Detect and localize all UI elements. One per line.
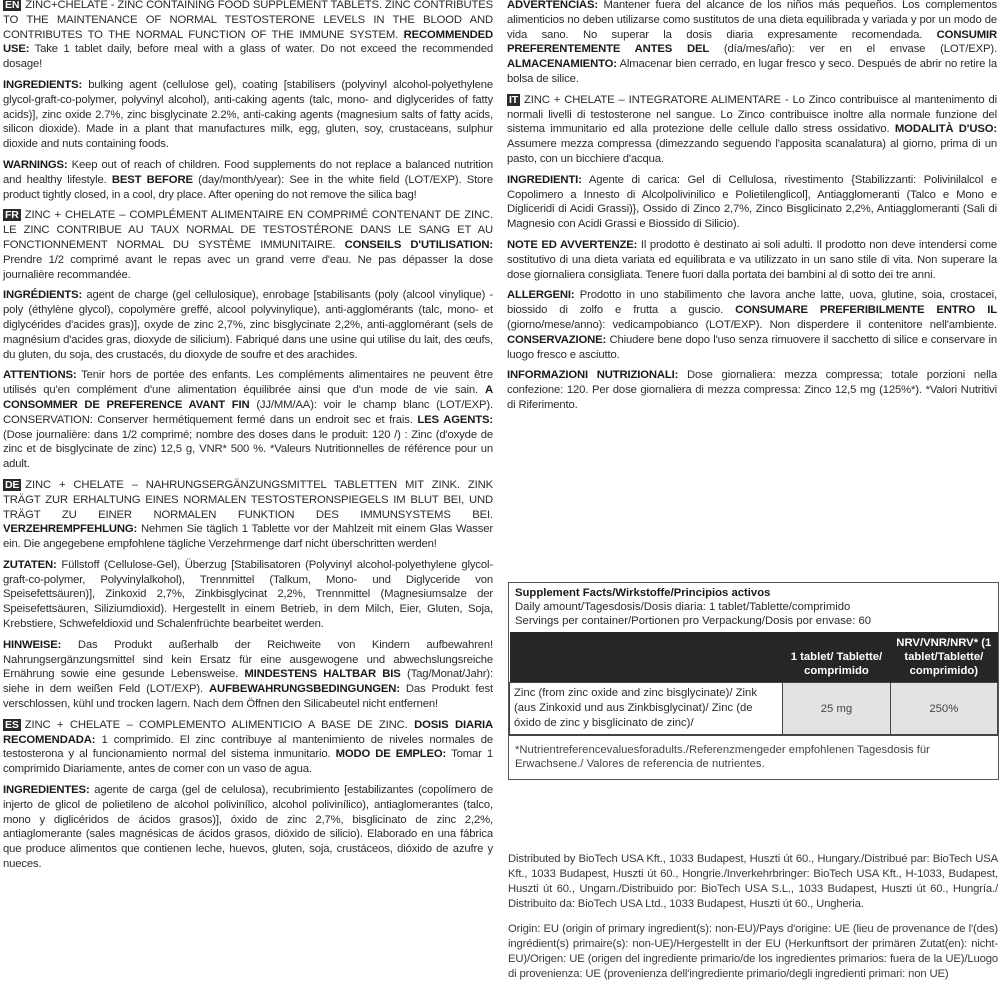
- en-use-text: Take 1 tablet daily, before meal with a glass of water. Do not exceed the recommended dosage!: [3, 43, 493, 71]
- fr-section: [3, 208, 493, 282]
- es-warnings: [507, 0, 997, 87]
- es-use-text: Tomar 1 comprimido Diariamente, antes de comer con un vaso de agua.: [3, 748, 493, 776]
- it-nutrition: [507, 368, 997, 412]
- it-allergens: [507, 288, 997, 362]
- es-warnings-label: ADVERTENCIAS:: [507, 0, 598, 11]
- it-flag: IT: [509, 93, 519, 106]
- supplement-facts-header: [509, 583, 998, 632]
- fr-agents-label: LES AGENTS:: [417, 413, 493, 426]
- it-storage-label: CONSERVAZIONE:: [507, 333, 607, 346]
- nutrient-name: Zinc (from zinc oxide and zinc bisglycinate)/ Zink (aus Zinkoxid und aus Zinkbisglycinat)/ Zinc (de óxido de zinc y bisglicinato de zinc)/: [510, 683, 783, 735]
- de-use-text: Nehmen Sie täglich 1 Tablette vor der Mahlzeit mit einem Glas Wasser ein. Die angegebene empfohlene tägliche Verzehrmenge darf nicht überschritten werden!: [3, 523, 493, 551]
- fr-warnings-text: Tenir hors de portée des enfants. Les compléments alimentaires ne peuvent être utilisés qu'en complément d'une alimentation équilibrée ainsi que d'un mode de vie sain.: [3, 369, 493, 397]
- table-row: [510, 683, 998, 735]
- en-use-label: RECOMMENDED USE:: [3, 28, 493, 56]
- de-ingredients: [3, 558, 493, 632]
- fr-warnings: [3, 368, 493, 472]
- it-notes-text: Il prodotto è destinato ai soli adulti. Il prodotto non deve intendersi come sostitutivo di una dieta variata ed equilibrata e va utilizzato in un sano stile di vita. Non superare la dose giornaliera consigliata. Tenere fuori dalla portata dei bambini al di sotto dei tre anni.: [507, 238, 997, 281]
- table-header-row: [510, 632, 998, 683]
- it-best-before-label: CONSUMARE PREFERIBILMENTE ENTRO IL: [735, 304, 997, 317]
- en-warnings-text: Keep out of reach of children. Food supplements do not replace a balanced nutrition and healthy lifestyle.: [3, 158, 493, 186]
- it-notes-label: NOTE ED AVVERTENZE:: [507, 238, 638, 251]
- it-ingredients-label: INGREDIENTI:: [507, 173, 582, 186]
- es-ingredients-text: agente de carga (gel de celulosa), recubrimiento [estabilizantes (copolímero de injerto de glicol de polietileno de alcohol polivinílico, alcohol polivinílico), antiaglomerantes (talco, mono y diglicéridos de ácidos grasos)], óxido de zinc 2,7%, bisglicinato de zinc 2,2%, antiaglomerante (sales magnésicas de ácidos grasos, dióxido de silicio). Elaborado en una fábrica que produce alimentos que contienen leche, huevos, gluten, soja, crustáceos, dióxido de azufre y nueces.: [3, 784, 493, 871]
- it-section: [507, 93, 997, 167]
- es-flag: ES: [5, 718, 19, 731]
- it-storage-text: Chiudere bene dopo l'uso senza rimuovere il sacchetto di silice e conservare in luogo fresco e asciutto.: [507, 333, 998, 361]
- de-intro: ZINC + CHELATE – NAHRUNGSERGÄNZUNGSMITTEL TABLETTEN MIT ZINK. ZINK TRÄGT ZUR ERHALTUNG EINES NORMALEN TESTOSTERONSPIEGELS IM BLUT BEI, UND TRÄGT ZU EINER NORMALEN FUNKTION DES IMMUNSYSTEMS BEI.: [3, 478, 493, 521]
- origin-text: Origin: EU (origin of primary ingredient(s): non-EU)/Pays d'origine: UE (lieu de provenance de l'(des) ingrédient(s) primaire(s): non-UE)/Hergestellt in der EU (Herkunftsort der primären Zutat(en): nicht-EU)/Origen: UE (origen del ingrediente primario/de los ingredientes primarios: fuera de la UE)/Luogo di provenienza: UE (provenienza dell'ingrediente primario/degli ingredienti primari: non UE): [508, 923, 998, 980]
- de-flag: DE: [5, 478, 20, 491]
- es-best-before-text: (día/mes/año): ver en el envase (LOT/EXP).: [723, 43, 997, 56]
- supplement-facts-box: [508, 582, 999, 780]
- table-header-nrv: NRV/VNR/NRV* (1 tablet/Tablette/ comprimido): [890, 632, 997, 683]
- nutrient-amount: 25 mg: [783, 683, 890, 735]
- en-best-before-label: BEST BEFORE: [111, 173, 193, 186]
- es-intro: ZINC + CHELATE – COMPLEMENTO ALIMENTICIO A BASE DE ZINC.: [24, 718, 408, 731]
- it-ingredients: [507, 173, 997, 232]
- de-ingredients-text: Füllstoff (Cellulose-Gel), Überzug [Stabilisatoren (Polyvinyl alcohol-polyethylene glycol-graft-co-polymer, Polyvinylalkohol), Trennmittel (Talkum, Mono- und Diglyceride von Speisefettsäuren)], Zinkoxid 2,7%, Zinkbisglycinat 2,2%, Trennmittel (Magnesiumsalze der Speisefettsäuren, Siliziumdioxid). Hergestellt in einem Betrieb, in dem Milch, Eier, Gluten, Soja, Krebstiere, Schwefeldioxid und Schalenfrüchte bearbeitet werden.: [3, 558, 493, 631]
- left-column: [3, 0, 493, 878]
- es-warnings-text: Mantener fuera del alcance de los niños más pequeños. Los complementos alimenticios no deben utilizarse como sustitutos de una dieta equilibrada y variada y por un modo de vida sano. No superar la dosis diaria expresamente recomendada.: [507, 0, 997, 41]
- de-warnings-text: Das Produkt außerhalb der Reichweite von Kindern aufbewahren! Nahrungsergänzungsmittel sind kein Ersatz für eine ausgewogene und abwechslungsreiche Ernährung sowie eine gesunde Lebensweise.: [3, 638, 493, 681]
- fr-flag: FR: [5, 209, 19, 222]
- supplement-facts-footnote: *Nutrientreferencevaluesforadults./Referenzmengeder empfohlenen Tagesdosis für Erwachsene./ Valores de referencia de nutrientes.: [509, 735, 998, 779]
- de-storage-text: Das Produkt fest verschlossen, kühl und trocken lagern. Nach dem Öffnen den Silicabeutel nicht entfernen!: [3, 683, 493, 711]
- en-ingredients-text: bulking agent (cellulose gel), coating [stabilisers (polyvinyl alcohol-polyethylene glycol-graft-co-polymer, polyvinyl alcohol), anti-caking agents (talc, mono- and diglycerides of fatty acids)], zinc oxide 2.7%, zinc bisglycinate 2.2%, anti-caking agents (magnesium salts of fatty acids, silicon dioxide). Made in a plant that manufactures milk, egg, gluten, soy, crustaceans, sulphur dioxide and nuts containing foods.: [3, 78, 493, 151]
- it-best-before-text: (giorno/mese/anno): vedicampobianco (LOT/EXP). Non disperdere il contenitore nell'ambiente.: [507, 318, 997, 331]
- en-ingredients: [3, 78, 493, 152]
- table-header-amount: 1 tablet/ Tablette/ comprimido: [783, 632, 890, 683]
- fr-ingredients-text: agent de charge (gel cellulosique), enrobage [stabilisants (poly (alcool vinylique) - poly (éthylène glycol), copolymère greffé, alcool polyvinylique), anti-agglomérants (talc, mono- et diglycérides d'acides gras)], oxyde de zinc 2,7%, zinc bisglycinate 2,2%, anti-agglomérant (sels de magnésium d'acides gras, dioxyde de silicium). Fabriqué dans une usine qui utilise du lait, des œufs, du gluten, du soja, des crustacés, du dioxyde de soufre et des arachides.: [3, 289, 493, 361]
- fr-ingredients-label: INGRÉDIENTS:: [3, 289, 83, 302]
- it-allergens-label: ALLERGENI:: [507, 289, 575, 302]
- es-best-before-label: CONSUMIR PREFERENTEMENTE ANTES DEL: [507, 28, 997, 56]
- fr-warnings-label: ATTENTIONS:: [3, 369, 77, 382]
- fr-ingredients: [3, 288, 493, 362]
- table-header-blank: [510, 632, 783, 683]
- es-storage-text: Almacenar bien cerrado, en lugar fresco y seco. Después de abrir no retire la bolsa de silice.: [507, 58, 997, 85]
- en-flag: EN: [5, 0, 20, 11]
- de-ingredients-label: ZUTATEN:: [3, 558, 57, 571]
- fr-use-text: Prendre 1/2 comprimé avant le repas avec un grand verre d'eau. Ne pas dépasser la dose journalière recommandée.: [3, 253, 493, 281]
- it-allergens-text: Prodotto in uno stabilimento che lavora anche latte, uova, glutine, soia, crostacei, biossido di zolfo e frutta a guscio.: [507, 289, 997, 317]
- es-use-label: MODO DE EMPLEO:: [335, 748, 447, 761]
- en-warnings-label: WARNINGS:: [3, 158, 68, 171]
- fr-agents-text: (Dose journalière: dans 1/2 comprimé; nombre des doses dans le produit: 120 /) : Zinc (d'oxyde de zinc et de bisglycinate de zinc) 12,5 g, VNR* 500 %. *Valeurs Nutritionnelles de référence pour un adult.: [3, 428, 493, 471]
- de-warnings: [3, 638, 493, 712]
- it-nutrition-label: INFORMAZIONI NUTRIZIONALI:: [507, 369, 679, 382]
- distributor-text: Distributed by BioTech USA Kft., 1033 Budapest, Huszti út 60., Hungary./Distribué par: BioTech USA Kft., 1033 Budapest, Huszti út 60., Hongrie./Inverkehrbringer: BioTech USA Kft., H-1033, Budapest, Huszti út 60., Ungarn./Distribuido por: BioTech USA S.L., 1033 Budapest, Huszti út 60., Hungría./ Distribuito da: BioTech USA Ltd., 1033 Budapest, Huszti út 60., Ungheria.: [508, 853, 998, 910]
- es-ingredients: [3, 783, 493, 872]
- en-intro: ZINC+CHELATE - ZINC CONTAINING FOOD SUPPLEMENT TABLETS. ZINC CONTRIBUTES TO THE MAINTENANCE OF NORMAL TESTOSTERONE LEVELS IN THE BLOOD AND CONTRIBUTES TO THE NORMAL FUNCTION OF THE IMMUNE SYSTEM.: [3, 0, 493, 41]
- de-best-before-label: MINDESTENS HALTBAR BIS: [244, 668, 401, 681]
- nutrient-nrv: 250%: [890, 683, 997, 735]
- es-dose-text: 1 comprimido. El zinc contribuye al mantenimiento de niveles normales de testosterona y al funcionamiento normal del sistema inmunitario.: [3, 733, 493, 761]
- it-notes: [507, 238, 997, 282]
- fr-best-before-label: A CONSOMMER DE PREFERENCE AVANT FIN: [3, 384, 493, 411]
- it-use-text: Assumere mezza compressa (dimezzando seguendo l'apposita scanalatura) al giorno, prima di un pasto, con un bicchiere d'acqua.: [507, 138, 997, 165]
- fr-intro: ZINC + CHELATE – COMPLÉMENT ALIMENTAIRE EN COMPRIMÉ CONTENANT DE ZINC. LE ZINC CONTRIBUE AU TAUX NORMAL DE TESTOSTÉRONE DANS LE SANG ET AU FONCTIONNEMENT NORMAL DU SYSTÈME IMMUNITAIRE.: [3, 209, 493, 251]
- es-dose-label: DOSIS DIARIA RECOMENDADA:: [3, 718, 493, 746]
- daily-amount: Daily amount/Tagesdosis/Dosis diaria: 1 tablet/Tablette/comprimido: [515, 601, 851, 613]
- de-section: [3, 478, 493, 552]
- de-warnings-label: HINWEISE:: [3, 638, 62, 651]
- de-storage-label: AUFBEWAHRUNGSBEDINGUNGEN:: [209, 683, 400, 696]
- it-ingredients-text: Agente di carica: Gel di Cellulosa, rivestimento {Stabilizzanti: Polivinilalcol e Copolimero a Innesto di Alcolpolivinilico e Polietilenglicol], Antiagglomeranti (Talco e Mono e Digliceridi di Acidi Grassi)}, Ossido di Zinco 2,7%, Zinco Bisglicinato 2,2%, Antiagglomeranti (Sali di Magnesio con Acidi Grassi e Biossido di Silicio).: [507, 173, 997, 231]
- it-nutrition-text: Dose giornaliera: mezza compressa; totale porzioni nella confezione: 120. Per dose giornaliera di mezza compressa: Zinco 12,5 mg (125%*). *Valori Nutritivi di Riferimento.: [507, 369, 997, 411]
- supplement-facts-table: [509, 632, 998, 735]
- servings-per-container: Servings per container/Portionen pro Verpackung/Dosis por envase: 60: [515, 615, 872, 627]
- en-ingredients-label: INGREDIENTS:: [3, 78, 83, 91]
- it-intro: ZINC + CHELATE – INTEGRATORE ALIMENTARE - Lo Zinco contribuisce al mantenimento di normali livelli di testosterone nel sangue. Lo Zinco contribuisce inoltre alla normale funzione del sistema immunitario ed alla protezione delle cellule dallo stress ossidativo.: [507, 93, 997, 136]
- de-best-before-text: (Tag/Monat/Jahr): siehe in dem weißen Feld (LOT/EXP).: [3, 668, 493, 696]
- it-use-label: MODALITÀ D'USO:: [894, 123, 997, 136]
- right-column: [507, 0, 997, 419]
- fr-use-label: CONSEILS D'UTILISATION:: [344, 238, 494, 251]
- es-storage-label: ALMACENAMIENTO:: [507, 58, 617, 71]
- fr-best-before-text: (JJ/MM/AA): voir le champ blanc (LOT/EXP). CONSERVATION: Conserver hermétiquement fermé dans un endroit sec et frais.: [3, 398, 493, 426]
- supplement-facts-title: Supplement Facts/Wirkstoffe/Principios activos: [515, 587, 771, 599]
- distribution-block: [508, 852, 998, 988]
- es-section: [3, 718, 493, 777]
- en-warnings: [3, 158, 493, 202]
- en-best-before-text: (day/month/year): See in the white field (LOT/EXP). Store product tightly closed, in a cool, dry place. After opening do not remove the silica bag!: [3, 173, 493, 201]
- es-ingredients-label: INGREDIENTES:: [3, 784, 90, 797]
- en-section: [3, 0, 493, 72]
- de-use-label: VERZEHREMPFEHLUNG:: [3, 523, 138, 536]
